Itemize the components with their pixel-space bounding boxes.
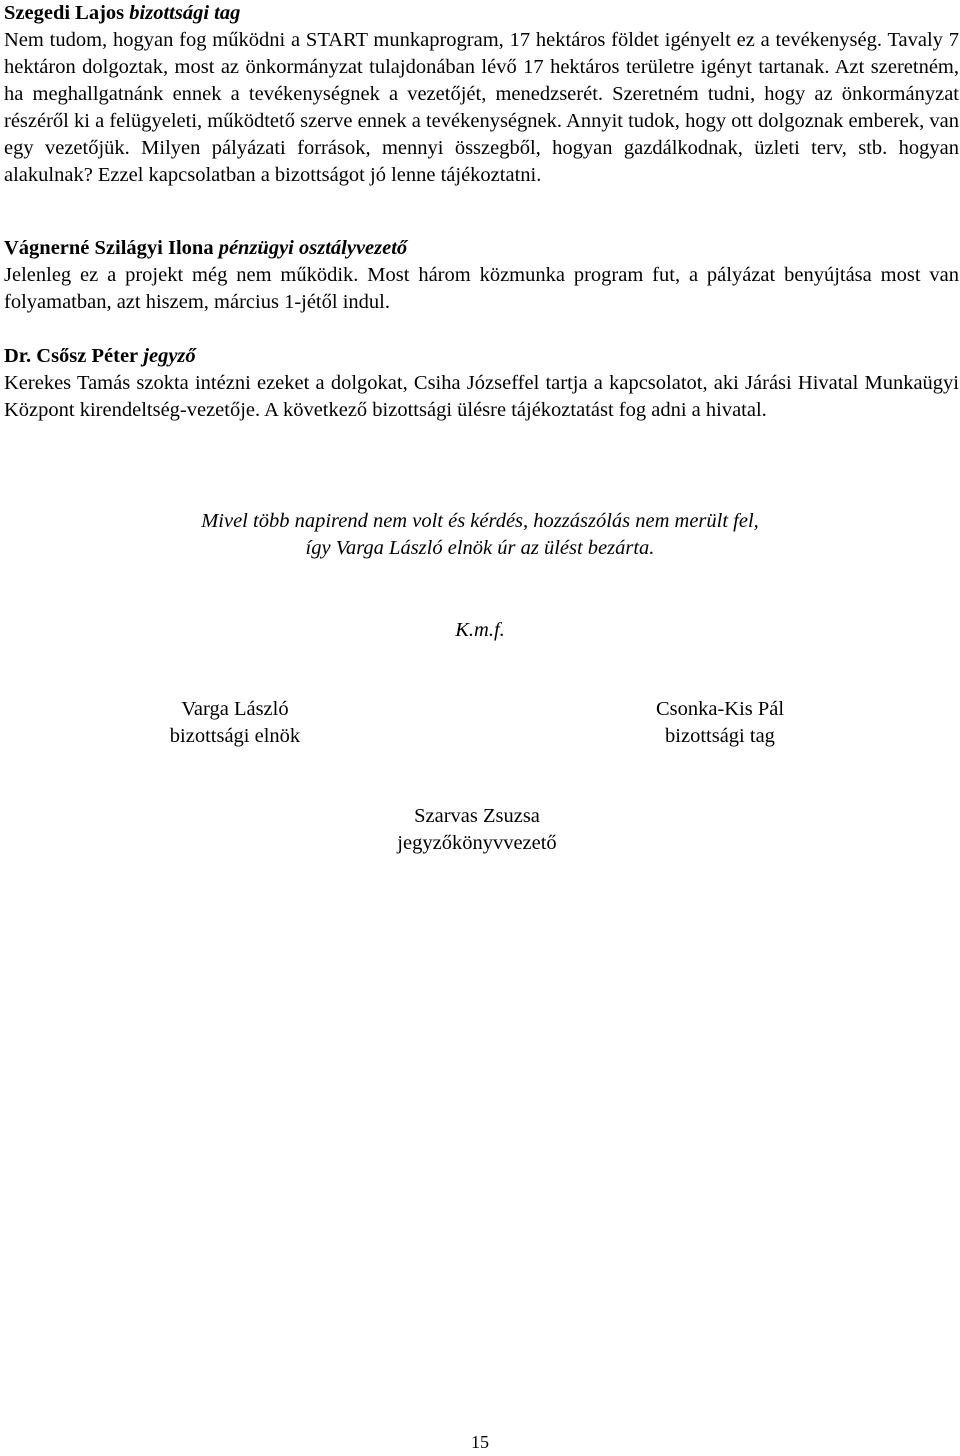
signatory-name: Csonka-Kis Pál — [655, 698, 785, 720]
speech-section — [4, 235, 959, 316]
signatory-name: Szarvas Zsuzsa — [414, 805, 540, 827]
closing-line: így Varga László elnök úr az ülést bezárta. — [305, 537, 655, 559]
speaker-heading — [4, 0, 959, 27]
kmf-label: K.m.f. — [455, 619, 505, 641]
speaker-role: bizottsági tag — [129, 2, 241, 24]
speaker-heading — [4, 343, 959, 370]
speaker-name: Vágnerné Szilágyi Ilona — [4, 237, 214, 259]
closing-line: Mivel több napirend nem volt és kérdés, hozzászólás nem merült fel, — [201, 510, 759, 532]
speaker-role: pénzügyi osztályvezető — [218, 237, 408, 259]
speech-section — [4, 343, 959, 424]
speech-paragraph: Jelenleg ez a projekt még nem működik. Most három közmunka program fut, a pályázat benyújtása most van folyamatban, azt hiszem, március 1-jétől indul. — [4, 264, 959, 313]
speaker-name: Dr. Csősz Péter — [4, 345, 139, 367]
speech-paragraph: Nem tudom, hogyan fog működni a START munkaprogram, 17 hektáros földet igényelt ez a tevékenység. Tavaly 7 hektáron dolgoztak, most az önkormányzat tulajdonában lévő 17 hektáros területre igényt tartanak. Azt szeretném, ha meghallgatnánk ennek a tevékenységnek a vezetőjét, menedzserét. Szeretném tudni, hogy az önkormányzat részéről ki a felügyeleti, működtető szerve ennek a tevékenységnek. Annyit tudok, hogy ott dolgoznak emberek, van egy vezetőjük. Milyen pályázati források, mennyi összegből, hogyan gazdálkodnak, üzleti terv, stb. hogyan alakulnak? Ezzel kapcsolatban a bizottságot jó lenne tájékoztatni. — [4, 29, 959, 186]
signatory-name: Varga László — [181, 698, 289, 720]
signature-block-right — [570, 696, 870, 750]
signatory-title: bizottsági tag — [665, 725, 775, 747]
signatory-title: bizottsági elnök — [169, 725, 301, 747]
closing-statement — [0, 508, 960, 562]
speaker-role: jegyző — [143, 345, 196, 367]
speech-section — [4, 0, 959, 189]
speaker-name: Szegedi Lajos — [4, 2, 125, 24]
speech-paragraph: Kerekes Tamás szokta intézni ezeket a dolgokat, Csiha Józseffel tartja a kapcsolatot, aki Járási Hivatal Munkaügyi Központ kirendeltség-vezetője. A következő bizottsági ülésre tájékoztatást fog adni a hivatal. — [4, 372, 959, 421]
page-number: 15 — [471, 1432, 489, 1452]
speaker-heading — [4, 235, 959, 262]
signature-block-left — [85, 696, 385, 750]
signatory-title: jegyzőkönyvvezető — [397, 832, 557, 854]
signature-block-bottom — [327, 803, 627, 857]
